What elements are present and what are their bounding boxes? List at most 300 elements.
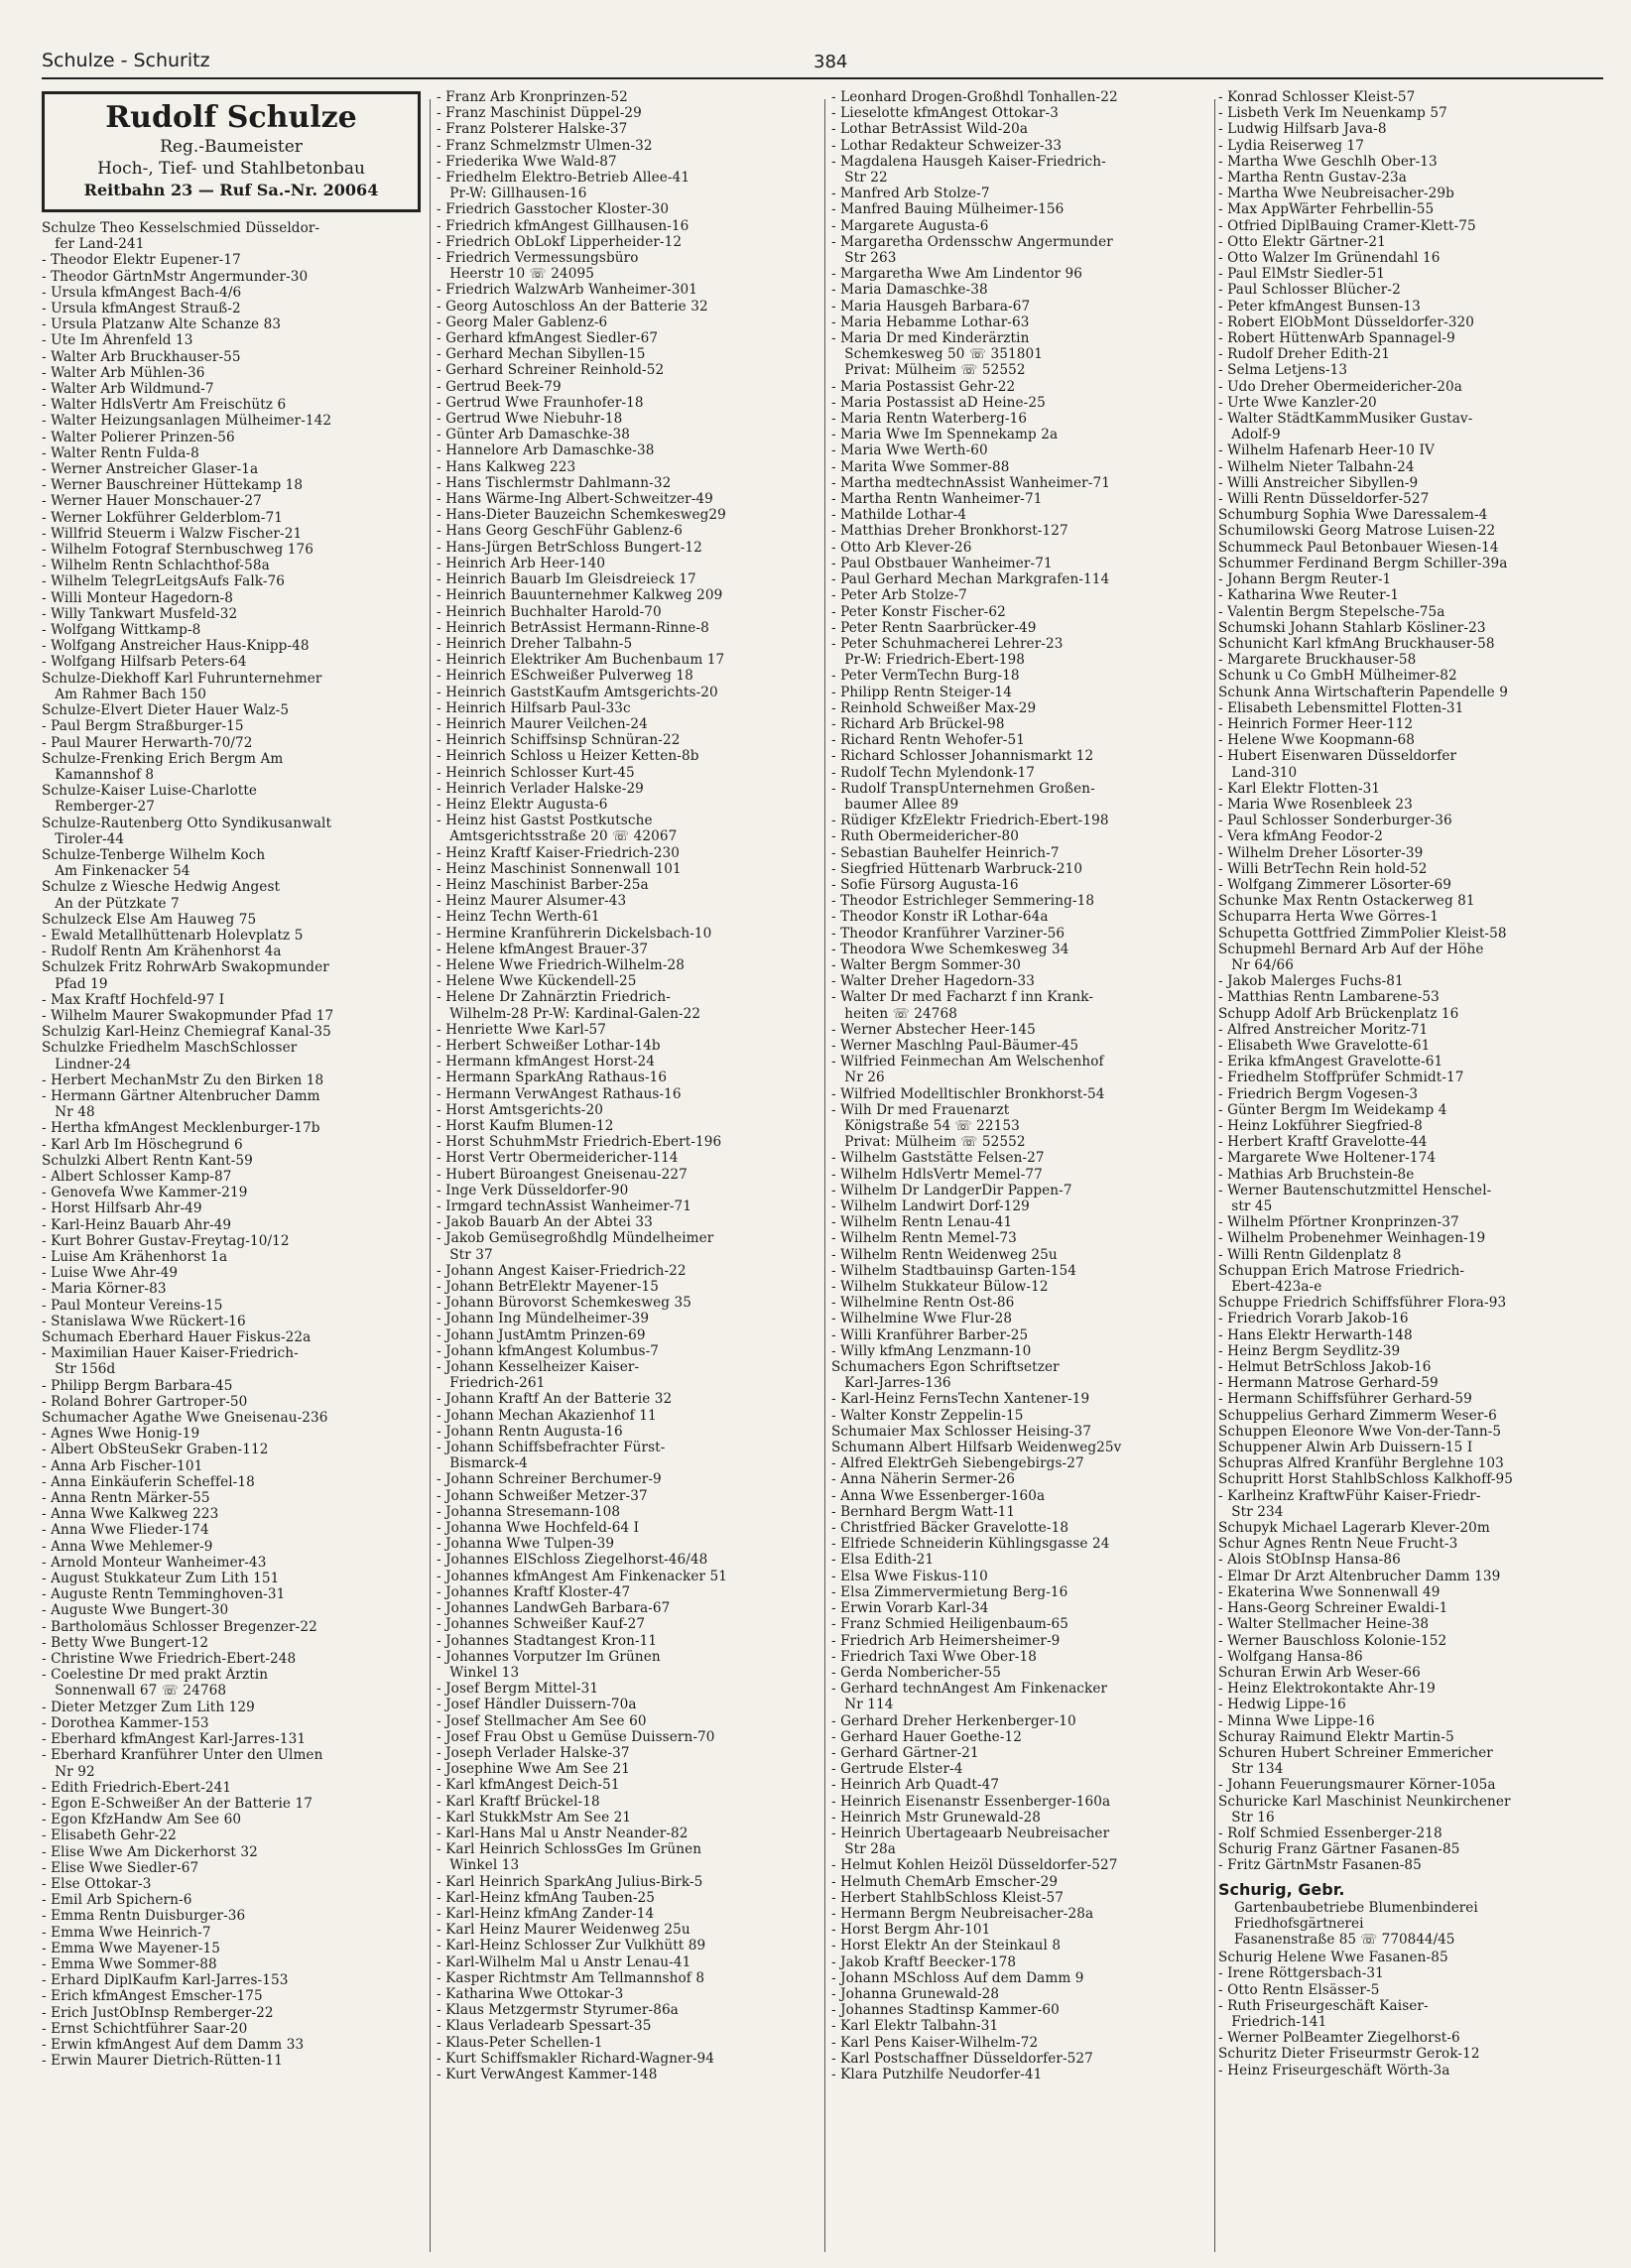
directory-entry: - Walter Arb Wildmund-7 — [42, 381, 214, 398]
directory-entry: - Wilfried Modelltischler Bronkhorst-54 — [831, 1085, 1105, 1102]
directory-entry: Schumann Albert Hilfsarb Weidenweg25v — [831, 1440, 1122, 1456]
directory-entry: Pfad 19 — [42, 975, 108, 992]
directory-entry: - Margarete Bruckhauser-58 — [1218, 652, 1417, 669]
directory-entry: - Franz Maschinist Düppel-29 — [437, 105, 642, 122]
directory-entry: - Walter Stellmacher Heine-38 — [1218, 1616, 1430, 1633]
directory-entry: - Margaretha Wwe Am Lindentor 96 — [831, 266, 1083, 283]
directory-entry: - Lothar BetrAssist Wild-20a — [831, 121, 1029, 138]
directory-entry: - Johann Rentn Augusta-16 — [437, 1423, 623, 1440]
directory-entry: - Werner Maschlng Paul-Bäumer-45 — [831, 1037, 1079, 1054]
directory-entry: Schulzeck Else Am Hauweg 75 — [42, 911, 257, 928]
directory-entry: - Johanna Grunewald-28 — [831, 1985, 1000, 2002]
directory-entry: - Erwin kfmAngest Auf dem Damm 33 — [42, 2036, 305, 2053]
directory-entry: - Wilhelm Rentn Weidenweg 25u — [831, 1246, 1058, 1263]
directory-entry: Schulzig Karl-Heinz Chemiegraf Kanal-35 — [42, 1024, 331, 1041]
directory-entry: - Alfred Anstreicher Moritz-71 — [1218, 1021, 1429, 1038]
directory-entry: - Walter Bergm Sommer-30 — [831, 956, 1022, 973]
directory-entry: Schulze Theo Kesselschmied Düsseldor- — [42, 220, 320, 236]
directory-entry: - Marita Wwe Sommer-88 — [831, 458, 1010, 475]
directory-entry: - Heinrich BetrAssist Hermann-Rinne-8 — [437, 619, 709, 636]
directory-entry: - Emma Wwe Sommer-88 — [42, 1955, 217, 1972]
directory-entry: - Karl Pens Kaiser-Wilhelm-72 — [831, 2034, 1039, 2051]
directory-entry: - Heinz Techn Werth-61 — [437, 909, 600, 926]
directory-entry: - Kurt Bohrer Gustav-Freytag-10/12 — [42, 1232, 290, 1249]
directory-entry: - Gerhard kfmAngest Siedler-67 — [437, 330, 659, 347]
directory-entry: - Valentin Bergm Stepelsche-75a — [1218, 603, 1445, 620]
directory-entry: Amtsgerichtsstraße 20 ☏ 42067 — [437, 828, 678, 845]
directory-entry: - Urte Wwe Kanzler-20 — [1218, 394, 1377, 411]
directory-entry: - Ekaterina Wwe Sonnenwall 49 — [1218, 1583, 1441, 1600]
directory-entry: Schulze-Elvert Dieter Hauer Walz-5 — [42, 702, 290, 719]
directory-entry: - Betty Wwe Bungert-12 — [42, 1634, 209, 1651]
directory-entry: - Wilhelm Pförtner Kronprinzen-37 — [1218, 1214, 1459, 1231]
directory-entry: - Paul ElMstr Siedler-51 — [1218, 266, 1386, 283]
directory-entry: heiten ☏ 24768 — [831, 1005, 957, 1022]
directory-entry: - Leonhard Drogen-Großhdl Tonhallen-22 — [831, 89, 1118, 105]
directory-entry: - Wilhelm Stukkateur Bülow-12 — [831, 1279, 1049, 1296]
directory-entry: - Reinhold Schweißer Max-29 — [831, 699, 1037, 716]
directory-entry: - Helene Wwe Kückendell-25 — [437, 973, 637, 990]
directory-entry: - Werner PolBeamter Ziegelhorst-6 — [1218, 2030, 1460, 2047]
firm-line: Friedhofsgärtnerei — [1234, 1915, 1364, 1932]
directory-entry: - Friedrich Arb Heimersheimer-9 — [831, 1632, 1061, 1649]
directory-entry: Schulzek Fritz RohrwArb Swakopmunder — [42, 959, 329, 976]
directory-entry: - Helene Wwe Friedrich-Wilhelm-28 — [437, 956, 686, 973]
directory-entry: - Emil Arb Spichern-6 — [42, 1892, 192, 1909]
directory-entry: Schuppener Alwin Arb Duissern-15 I — [1218, 1440, 1473, 1456]
directory-entry: - Konrad Schlosser Kleist-57 — [1218, 89, 1416, 105]
directory-entry: - Martha Wwe Neubreisacher-29b — [1218, 186, 1454, 202]
directory-entry: Am Rahmer Bach 150 — [42, 686, 206, 702]
directory-entry: - Luise Wwe Ahr-49 — [42, 1265, 179, 1282]
directory-entry: - Georg Maler Gablenz-6 — [437, 314, 608, 330]
directory-entry: - Robert HüttenwArb Spannagel-9 — [1218, 330, 1455, 347]
directory-entry: - Jakob Kraftf Beecker-178 — [831, 1953, 1017, 1970]
directory-entry: - Gerda Nombericher-55 — [831, 1664, 1002, 1681]
directory-entry: - Ute Im Ährenfeld 13 — [42, 332, 193, 349]
directory-entry: - Hermine Kranführerin Dickelsbach-10 — [437, 925, 712, 942]
directory-entry: - Maximilian Hauer Kaiser-Friedrich- — [42, 1345, 299, 1362]
directory-entry: - Klaus Verladearb Spessart-35 — [437, 2018, 652, 2035]
directory-entry: - Richard Rentn Wehofer-51 — [831, 732, 1025, 749]
directory-entry: Nr 48 — [42, 1104, 95, 1121]
directory-entry: Nr 26 — [831, 1070, 885, 1086]
directory-entry: - Alois StObInsp Hansa-86 — [1218, 1552, 1401, 1569]
firm-line: Fasanenstraße 85 ☏ 770844/45 — [1234, 1931, 1455, 1948]
directory-entry: Schulze z Wiesche Hedwig Angest — [42, 879, 281, 896]
directory-entry: - Hans-Jürgen BetrSchloss Bungert-12 — [437, 539, 702, 556]
directory-entry: - Helene kfmAngest Brauer-37 — [437, 941, 649, 957]
directory-entry: Schunk u Co GmbH Mülheimer-82 — [1218, 668, 1457, 685]
directory-entry: - Johannes Kraftf Kloster-47 — [437, 1583, 631, 1600]
directory-entry: - Henriette Wwe Karl-57 — [437, 1021, 607, 1038]
directory-entry: - Gertrud Beek-79 — [437, 378, 562, 395]
directory-entry: Schuppan Erich Matrose Friedrich- — [1218, 1262, 1465, 1279]
directory-entry: - Wilhelm HdlsVertr Memel-77 — [831, 1166, 1043, 1183]
directory-entry: - Walter Heizungsanlagen Mülheimer-142 — [42, 413, 332, 430]
directory-entry: - Helmuth ChemArb Emscher-29 — [831, 1873, 1059, 1890]
directory-entry: - Maria Rentn Waterberg-16 — [831, 411, 1028, 428]
directory-entry: - Maria Wwe Werth-60 — [831, 442, 988, 459]
directory-entry: - Agnes Wwe Honig-19 — [42, 1426, 200, 1443]
directory-entry: - Theodor Kranführer Varziner-56 — [831, 925, 1066, 942]
directory-entry: - Herbert Kraftf Gravelotte-44 — [1218, 1134, 1428, 1151]
directory-entry: - Willi Rentn Düsseldorfer-527 — [1218, 491, 1430, 508]
directory-entry: - Elfriede Schneiderin Kühlingsgasse 24 — [831, 1536, 1110, 1553]
directory-entry: - Peter Rentn Saarbrücker-49 — [831, 619, 1037, 636]
directory-entry: - Friedhelm Stoffprüfer Schmidt-17 — [1218, 1070, 1464, 1086]
directory-entry: - Johann Schweißer Metzer-37 — [437, 1487, 648, 1504]
directory-entry: - Heinrich Former Heer-112 — [1218, 715, 1414, 732]
entry-list — [1218, 89, 1603, 1874]
directory-entry: - Heinrich Schloss u Heizer Ketten-8b — [437, 748, 699, 765]
directory-entry: - Theodor Estrichleger Semmering-18 — [831, 893, 1095, 910]
column-divider — [824, 99, 825, 2252]
directory-entry: Schumachers Egon Schriftsetzer — [831, 1359, 1060, 1376]
directory-entry: - Kurt VerwAngest Kammer-148 — [437, 2066, 658, 2082]
directory-entry: - Martha Rentn Wanheimer-71 — [831, 491, 1043, 508]
directory-entry: - Wilhelm Hafenarb Heer-10 IV — [1218, 442, 1435, 459]
directory-entry: - Karl Kraftf Brückel-18 — [437, 1793, 600, 1810]
directory-entry: - Albert ObSteuSekr Graben-112 — [42, 1442, 269, 1458]
directory-entry: - Matthias Rentn Lambarene-53 — [1218, 989, 1440, 1006]
directory-entry: - Hubert Eisenwaren Düsseldorfer — [1218, 748, 1457, 765]
directory-entry: - Karl StukkMstr Am See 21 — [437, 1809, 632, 1826]
directory-entry: - Rudolf Dreher Edith-21 — [1218, 346, 1391, 363]
directory-entry: Schunicht Karl kfmAng Bruckhauser-58 — [1218, 635, 1495, 652]
directory-entry: Sonnenwall 67 ☏ 24768 — [42, 1683, 227, 1700]
directory-entry: - Helene Dr Zahnärztin Friedrich- — [437, 989, 671, 1006]
directory-entry: - Ruth Friseurgeschäft Kaiser- — [1218, 1997, 1429, 2014]
directory-entry: - Heinrich Bauarb Im Gleisdreieck 17 — [437, 571, 696, 588]
directory-entry: - Erika kfmAngest Gravelotte-61 — [1218, 1054, 1443, 1071]
directory-entry: Str 134 — [1218, 1761, 1284, 1778]
column-2 — [437, 89, 821, 2257]
directory-entry: - Wilhelm Probenehmer Weinhagen-19 — [1218, 1230, 1486, 1247]
directory-entry: - Horst Amtsgerichts-20 — [437, 1101, 603, 1118]
directory-entry: - Hermann Gärtner Altenbrucher Damm — [42, 1087, 320, 1104]
directory-entry: - Wilhelm Dr LandgerDir Pappen-7 — [831, 1182, 1072, 1198]
directory-entry: - Horst Elektr An der Steinkaul 8 — [831, 1938, 1062, 1954]
directory-entry: - Wilhelm Rentn Lenau-41 — [831, 1214, 1013, 1231]
directory-entry: - Josephine Wwe Am See 21 — [437, 1761, 631, 1778]
directory-entry: Winkel 13 — [437, 1857, 520, 1874]
directory-entry: - Martha Wwe Geschlh Ober-13 — [1218, 153, 1438, 170]
directory-entry: - Johann Ing Mündelheimer-39 — [437, 1311, 650, 1327]
directory-entry: - Johann kfmAngest Kolumbus-7 — [437, 1342, 660, 1359]
directory-entry: - Johann JustAmtm Prinzen-69 — [437, 1326, 646, 1343]
directory-entry: Karl-Jarres-136 — [831, 1375, 951, 1392]
directory-entry: - Hans Elektr Herwarth-148 — [1218, 1326, 1413, 1343]
directory-entry: - Hans Kalkweg 223 — [437, 458, 576, 475]
directory-entry: - Hedwig Lippe-16 — [1218, 1697, 1346, 1713]
page-number: 384 — [814, 52, 848, 72]
directory-entry: - Erich JustObInsp Remberger-22 — [42, 2004, 274, 2021]
directory-entry: - Paul Maurer Herwarth-70/72 — [42, 734, 253, 751]
directory-entry: - Anna Arb Fischer-101 — [42, 1457, 203, 1474]
directory-entry: Schurig Helene Wwe Fasanen-85 — [1218, 1950, 1448, 1966]
directory-entry: - Josef Bergm Mittel-31 — [437, 1681, 599, 1698]
directory-entry: - Josef Händler Duissern-70a — [437, 1697, 637, 1713]
directory-entry: - Gertrude Elster-4 — [831, 1761, 963, 1778]
firm-line: Gartenbaubetriebe Blumenbinderei — [1234, 1899, 1478, 1916]
directory-entry: - Helmut Kohlen Heizöl Düsseldorfer-527 — [831, 1857, 1118, 1874]
directory-entry: - Hermann Schiffsführer Gerhard-59 — [1218, 1391, 1472, 1408]
directory-entry: - Sebastian Bauhelfer Heinrich-7 — [831, 844, 1060, 861]
directory-entry: - Peter Schuhmacherei Lehrer-23 — [831, 635, 1064, 652]
directory-entry: - Johannes ElSchloss Ziegelhorst-46/48 — [437, 1552, 708, 1569]
directory-entry: - Johann Bürovorst Schemkesweg 35 — [437, 1295, 691, 1312]
directory-entry: - Auguste Wwe Bungert-30 — [42, 1602, 229, 1619]
directory-entry: - Hans-Dieter Bauzeichn Schemkesweg29 — [437, 507, 726, 524]
directory-entry: - Ursula kfmAngest Strauß-2 — [42, 301, 241, 317]
directory-entry: - Heinrich Mstr Grunewald-28 — [831, 1809, 1042, 1826]
directory-entry: - Inge Verk Düsseldorfer-90 — [437, 1182, 629, 1198]
directory-entry: - Udo Dreher Obermeidericher-20a — [1218, 378, 1463, 395]
directory-entry: - Karl Heinrich SparkAng Julius-Birk-5 — [437, 1873, 703, 1890]
directory-entry: - Maria Damaschke-38 — [831, 282, 988, 299]
directory-entry: - Magdalena Hausgeh Kaiser-Friedrich- — [831, 153, 1106, 170]
directory-entry: - Josef Frau Obst u Gemüse Duissern-70 — [437, 1728, 715, 1745]
directory-entry: - Heinz Maurer Alsumer-43 — [437, 893, 627, 910]
directory-entry: Schemkesweg 50 ☏ 351801 — [831, 346, 1043, 363]
directory-entry: - Rudolf TranspUnternehmen Großen- — [831, 780, 1095, 797]
directory-entry: - Elmar Dr Arzt Altenbrucher Damm 139 — [1218, 1568, 1501, 1584]
directory-entry: - Anna Näherin Sermer-26 — [831, 1471, 1015, 1488]
directory-entry: - Karlheinz KraftwFühr Kaiser-Friedr- — [1218, 1487, 1481, 1504]
column-1 — [42, 89, 427, 2257]
directory-entry: Friedrich-261 — [437, 1375, 546, 1392]
directory-entry: Schuren Hubert Schreiner Emmericher — [1218, 1744, 1493, 1761]
directory-entry: - Siegfried Hüttenarb Warbruck-210 — [831, 860, 1083, 877]
directory-entry: - Franz Schmied Heiligenbaum-65 — [831, 1616, 1069, 1633]
page-header — [42, 50, 1603, 79]
directory-entry: An der Pützkate 7 — [42, 895, 180, 912]
directory-entry: Schur Agnes Rentn Neue Frucht-3 — [1218, 1536, 1458, 1553]
directory-entry: Schuray Raimund Elektr Martin-5 — [1218, 1728, 1454, 1745]
directory-entry: - Johannes Stadtinsp Kammer-60 — [831, 2002, 1060, 2019]
directory-entry: - Johannes kfmAngest Am Finkenacker 51 — [437, 1568, 728, 1584]
directory-entry: - Lydia Reiserweg 17 — [1218, 137, 1365, 154]
directory-entry: - Gerhard Mechan Sibyllen-15 — [437, 346, 646, 363]
directory-entry: - Karl kfmAngest Deich-51 — [437, 1777, 620, 1794]
directory-entry: str 45 — [1218, 1198, 1273, 1215]
directory-entry: - Helene Wwe Koopmann-68 — [1218, 732, 1415, 749]
directory-entry: - Johann Feuerungsmaurer Körner-105a — [1218, 1777, 1496, 1794]
directory-entry: - Karl-Wilhelm Mal u Anstr Lenau-41 — [437, 1953, 691, 1970]
directory-entry: - Willi Anstreicher Sibyllen-9 — [1218, 474, 1419, 491]
directory-entry: - Friedrich Vermessungsbüro — [437, 250, 639, 267]
directory-entry: Schummeck Paul Betonbauer Wiesen-14 — [1218, 539, 1499, 556]
directory-entry: - Gerhard Dreher Herkenberger-10 — [831, 1712, 1076, 1729]
directory-entry: - Friederika Wwe Wald-87 — [437, 153, 617, 170]
directory-entry: - Elisabeth Lebensmittel Flotten-31 — [1218, 699, 1464, 716]
directory-entry: - Willfrid Steuerm i Walzw Fischer-21 — [42, 525, 303, 542]
running-title: Schulze - Schuritz — [42, 50, 210, 71]
directory-entry: - Margaretha Ordensschw Angermunder — [831, 233, 1113, 250]
directory-entry: - Johann Kraftf An der Batterie 32 — [437, 1391, 673, 1408]
directory-entry: - Gertrud Wwe Niebuhr-18 — [437, 411, 623, 428]
directory-entry: - Werner Anstreicher Glaser-1a — [42, 461, 259, 478]
directory-entry: - Johann Schiffsbefrachter Fürst- — [437, 1440, 666, 1456]
directory-entry: - Friedrich Vorarb Jakob-16 — [1218, 1311, 1409, 1327]
directory-entry: - Rudolf Rentn Am Krähenhorst 4a — [42, 944, 282, 960]
directory-entry: - Heinrich Eisenanstr Essenberger-160a — [831, 1793, 1111, 1810]
directory-entry: - Wolfgang Zimmerer Lösorter-69 — [1218, 876, 1451, 893]
directory-entry: - Otto Arb Klever-26 — [831, 539, 972, 556]
directory-entry: - Dorothea Kammer-153 — [42, 1714, 209, 1731]
directory-entry: Nr 114 — [831, 1697, 894, 1713]
directory-entry: - Wilhelm Stadtbauinsp Garten-154 — [831, 1262, 1076, 1279]
directory-entry: - Erwin Vorarb Karl-34 — [831, 1600, 989, 1617]
directory-entry: - Gerhard Gärtner-21 — [831, 1744, 979, 1761]
directory-entry: - Günter Bergm Im Weidekamp 4 — [1218, 1101, 1447, 1118]
directory-entry: - Heinrich Verlader Halske-29 — [437, 780, 644, 797]
directory-entry: - Ernst Schichtführer Saar-20 — [42, 2020, 248, 2037]
directory-entry: - Johannes LandwGeh Barbara-67 — [437, 1600, 671, 1617]
directory-entry: - Walter Polierer Prinzen-56 — [42, 429, 235, 445]
directory-entry: - Roland Bohrer Gartroper-50 — [42, 1393, 248, 1410]
directory-entry: - Edith Friedrich-Ebert-241 — [42, 1779, 232, 1796]
directory-entry: - Karl-Hans Mal u Anstr Neander-82 — [437, 1825, 689, 1841]
directory-entry: - Heinrich Arb Quadt-47 — [831, 1777, 1000, 1794]
directory-entry: - Else Ottokar-3 — [42, 1875, 152, 1892]
directory-entry: - Robert ElObMont Düsseldorfer-320 — [1218, 314, 1475, 330]
directory-entry: - Maria Wwe Im Spennekamp 2a — [831, 427, 1059, 443]
directory-entry: - Karl Postschaffner Düsseldorfer-527 — [831, 2050, 1093, 2067]
directory-entry: - Erhard DiplKaufm Karl-Jarres-153 — [42, 1972, 289, 1989]
directory-entry: - Friedrich Gasstocher Kloster-30 — [437, 201, 670, 218]
directory-entry: Pr-W: Friedrich-Ebert-198 — [831, 652, 1025, 669]
directory-entry: Schuppen Eleonore Wwe Von-der-Tann-5 — [1218, 1423, 1502, 1440]
directory-entry: Privat: Mülheim ☏ 52552 — [831, 1134, 1026, 1151]
directory-entry: - Maria Postassist Gehr-22 — [831, 378, 1016, 395]
directory-entry: - Heinrich Buchhalter Harold-70 — [437, 603, 662, 620]
ad-line1: Reg.-Baumeister — [160, 137, 303, 157]
directory-entry: - Margarete Wwe Holtener-174 — [1218, 1150, 1437, 1167]
directory-entry: - Erich kfmAngest Emscher-175 — [42, 1988, 263, 2005]
directory-entry: - Hannelore Arb Damaschke-38 — [437, 442, 655, 459]
directory-entry: Schulze-Rautenberg Otto Syndikusanwalt — [42, 815, 332, 831]
directory-entry: - Katharina Wwe Ottokar-3 — [437, 1985, 624, 2002]
directory-entry: - Friedrich WalzwArb Wanheimer-301 — [437, 282, 698, 299]
directory-entry: - Heinrich Übertageaarb Neubreisacher — [831, 1825, 1110, 1841]
firm-entry — [1218, 1880, 1603, 1949]
directory-entry: - August Stukkateur Zum Lith 151 — [42, 1571, 280, 1587]
directory-entry: - Werner Lokführer Gelderblom-71 — [42, 509, 284, 526]
directory-entry: - Johann Mechan Akazienhof 11 — [437, 1407, 657, 1424]
directory-entry: - Walter Arb Bruckhauser-55 — [42, 348, 241, 365]
directory-entry: - Friedrich ObLokf Lipperheider-12 — [437, 233, 683, 250]
directory-entry: - Heinz Maschinist Sonnenwall 101 — [437, 860, 682, 877]
directory-entry: - Willy Tankwart Musfeld-32 — [42, 605, 238, 622]
directory-entry: - Heinrich Schlosser Kurt-45 — [437, 764, 635, 781]
directory-entry: Schulze-Diekhoff Karl Fuhrunternehmer — [42, 670, 322, 687]
directory-entry: Schulze-Tenberge Wilhelm Koch — [42, 846, 266, 863]
directory-entry: Str 28a — [831, 1841, 896, 1858]
directory-entry: - Elsa Edith-21 — [831, 1552, 935, 1569]
directory-entry: - Christfried Bäcker Gravelotte-18 — [831, 1520, 1069, 1537]
directory-entry: - Karl-Heinz FernsTechn Xantener-19 — [831, 1391, 1090, 1408]
directory-entry: Remberger-27 — [42, 799, 156, 816]
directory-entry: - Karl Elektr Talbahn-31 — [831, 2018, 999, 2035]
directory-entry: - Walter StädtKammMusiker Gustav- — [1218, 411, 1473, 428]
directory-entry: - Wilhelmine Wwe Flur-28 — [831, 1311, 1013, 1327]
directory-entry: - Horst SchuhmMstr Friedrich-Ebert-196 — [437, 1134, 722, 1151]
directory-entry: - Walter Rentn Fulda-8 — [42, 444, 199, 461]
directory-entry: - Anna Wwe Kalkweg 223 — [42, 1506, 219, 1523]
directory-entry: - Wilhelm Gaststätte Felsen-27 — [831, 1150, 1045, 1167]
directory-entry: - Johannes Stadtangest Kron-11 — [437, 1632, 658, 1649]
directory-entry: Schuricke Karl Maschinist Neunkirchener — [1218, 1793, 1511, 1810]
directory-entry: - Heinz Kraftf Kaiser-Friedrich-230 — [437, 844, 681, 861]
directory-entry: Str 156d — [42, 1361, 116, 1378]
directory-entry: - Vera kfmAng Feodor-2 — [1218, 828, 1383, 845]
directory-entry: - Heinz Friseurgeschäft Wörth-3a — [1218, 2062, 1450, 2079]
directory-entry: Schupritt Horst StahlbSchloss Kalkhoff-95 — [1218, 1471, 1514, 1488]
directory-entry: Ebert-423a-e — [1218, 1279, 1322, 1296]
directory-entry: - Herbert StahlbSchloss Kleist-57 — [831, 1889, 1065, 1906]
directory-entry: Nr 92 — [42, 1763, 95, 1780]
directory-entry: - Hermann Bergm Neubreisacher-28a — [831, 1905, 1094, 1922]
directory-entry: - Ursula Platzanw Alte Schanze 83 — [42, 316, 282, 333]
directory-entry: - Theodora Wwe Schemkesweg 34 — [831, 941, 1069, 957]
directory-entry: - Walter Dr med Facharzt f inn Krank- — [831, 989, 1094, 1006]
directory-entry: - Werner Bauschloss Kolonie-152 — [1218, 1632, 1447, 1649]
directory-entry: - Anna Einkäuferin Scheffel-18 — [42, 1473, 255, 1490]
directory-entry: - Otto Rentn Elsässer-5 — [1218, 1981, 1380, 1998]
directory-entry: - Willi Kranführer Barber-25 — [831, 1326, 1029, 1343]
directory-entry: - Johannes Vorputzer Im Grünen — [437, 1648, 661, 1665]
directory-entry: - Heinrich ESchweißer Pulverweg 18 — [437, 668, 693, 685]
directory-entry: Schuppelius Gerhard Zimmerm Weser-6 — [1218, 1407, 1497, 1424]
directory-entry: - Hermann SparkAng Rathaus-16 — [437, 1070, 668, 1086]
entry-list — [831, 89, 1216, 2082]
directory-entry: - Elisabeth Wwe Gravelotte-61 — [1218, 1037, 1431, 1054]
directory-entry: - Peter kfmAngest Bunsen-13 — [1218, 298, 1421, 315]
directory-entry: Schulze-Frenking Erich Bergm Am — [42, 750, 284, 767]
directory-entry: - Paul Schlosser Blücher-2 — [1218, 282, 1401, 299]
directory-entry: - Heinrich Elektriker Am Buchenbaum 17 — [437, 652, 725, 669]
directory-entry: - Elise Wwe Am Dickerhorst 32 — [42, 1843, 258, 1860]
directory-entry: - Johanna Wwe Hochfeld-64 I — [437, 1520, 640, 1537]
directory-entry: - Matthias Dreher Bronkhorst-127 — [831, 523, 1068, 540]
directory-entry: - Heinz Bergm Seydlitz-39 — [1218, 1342, 1401, 1359]
directory-entry: - Horst Bergm Ahr-101 — [831, 1922, 991, 1939]
directory-entry: - Paul Gerhard Mechan Markgrafen-114 — [831, 571, 1110, 588]
directory-entry: Schupmehl Bernard Arb Auf der Höhe — [1218, 941, 1484, 957]
directory-entry: - Coelestine Dr med prakt Ärztin — [42, 1667, 269, 1684]
directory-entry: - Karl Elektr Flotten-31 — [1218, 780, 1381, 797]
directory-entry: - Hans-Georg Schreiner Ewaldi-1 — [1218, 1600, 1448, 1617]
directory-entry: - Karl Heinz Maurer Weidenweg 25u — [437, 1922, 690, 1939]
directory-entry: fer Land-241 — [42, 236, 145, 253]
directory-entry: - Wolfgang Wittkamp-8 — [42, 622, 201, 639]
directory-entry: - Johann Bergm Reuter-1 — [1218, 571, 1392, 588]
directory-entry: - Manfred Bauing Mülheimer-156 — [831, 201, 1065, 218]
directory-entry: - Rüdiger KfzElektr Friedrich-Ebert-198 — [831, 813, 1109, 829]
directory-entry: - Margarete Augusta-6 — [831, 217, 989, 234]
directory-entry: - Auguste Rentn Temminghoven-31 — [42, 1586, 286, 1603]
directory-entry: - Elise Wwe Siedler-67 — [42, 1859, 199, 1876]
directory-entry: - Georg Autoschloss An der Batterie 32 — [437, 298, 708, 315]
directory-entry: - Maria Hausgeh Barbara-67 — [831, 298, 1031, 315]
directory-entry: Lindner-24 — [42, 1056, 132, 1072]
directory-entry: - Paul Obstbauer Wanheimer-71 — [831, 555, 1053, 571]
directory-entry: Nr 64/66 — [1218, 956, 1294, 973]
directory-entry: - Willi Rentn Gildenplatz 8 — [1218, 1246, 1402, 1263]
directory-entry: - Albert Schlosser Kamp-87 — [42, 1168, 232, 1185]
